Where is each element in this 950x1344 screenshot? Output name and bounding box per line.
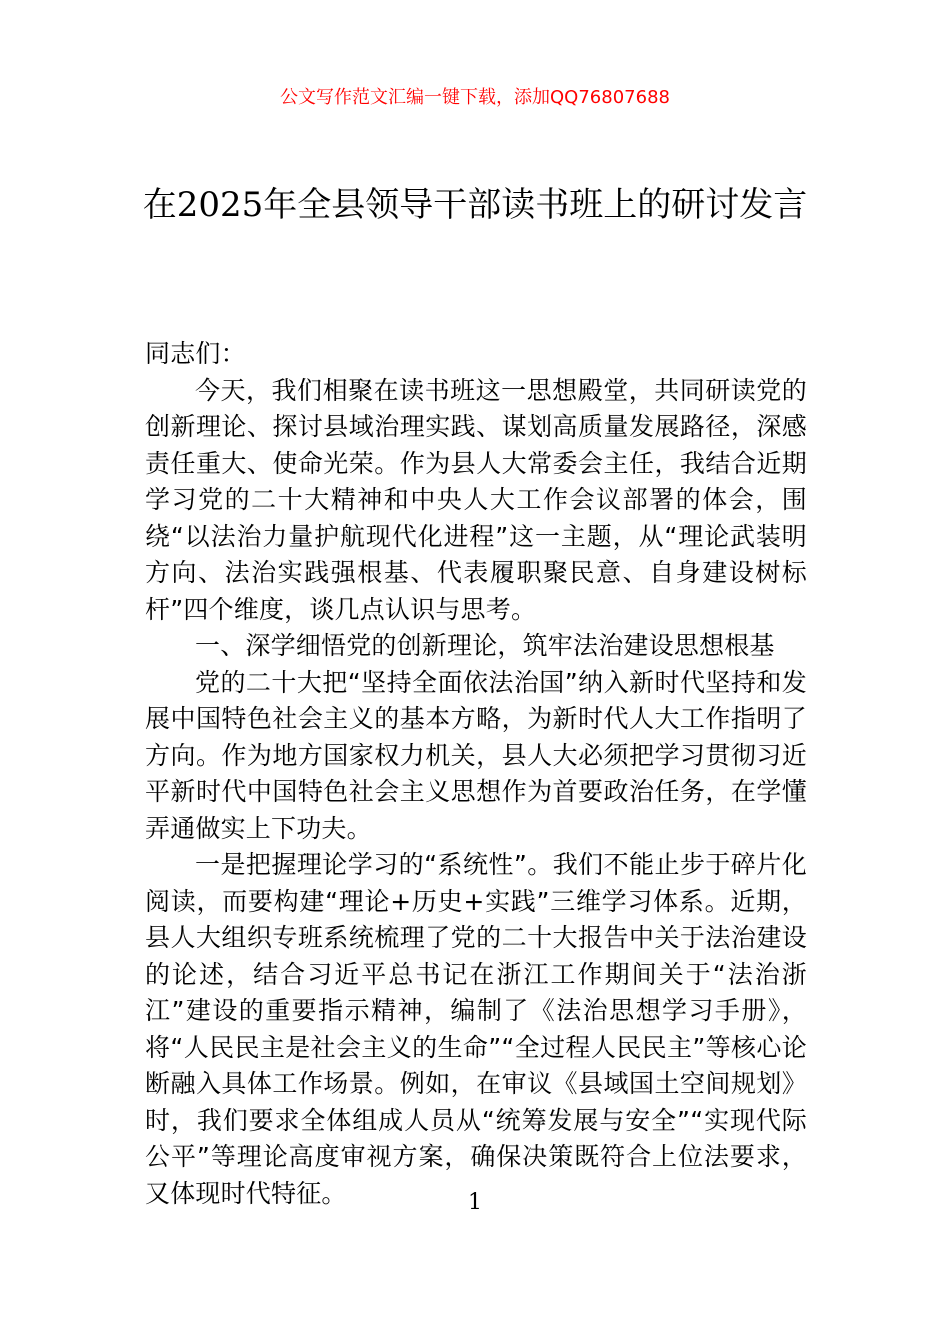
watermark-text: 公文写作范文汇编一键下载，添加QQ76807688 xyxy=(280,87,670,108)
paragraph-intro: 今天，我们相聚在读书班这一思想殿堂，共同研读党的创新理论、探讨县域治理实践、谋划高质量发展路径，深感责任重大、使命光荣。作为县人大常委会主任，我结合近期学习党的二十大精神和中央人大工作会议部署的体会，围绕“以法治力量护航现代化进程”这一主题，从“理论武装明方向、法治实践强根基、代表履职聚民意、自身建设树标杆”四个维度，谈几点认识与思考。 xyxy=(145,375,807,624)
document-body xyxy=(145,336,807,1212)
paragraph-section-intro: 党的二十大把“坚持全面依法治国”纳入新时代坚持和发展中国特色社会主义的基本方略，为新时代人大工作指明了方向。作为地方国家权力机关，县人大必须把学习贯彻习近平新时代中国特色社会主义思想作为首要政治任务，在学懂弄通做实上下功夫。 xyxy=(145,667,807,843)
document-title: 在2025年全县领导干部读书班上的研讨发言 xyxy=(142,185,808,225)
salutation: 同志们： xyxy=(145,339,246,368)
paragraph-point-one: 一是把握理论学习的“系统性”。我们不能止步于碎片化阅读，而要构建“理论+历史+实践”三维学习体系。近期，县人大组织专班系统梳理了党的二十大报告中关于法治建设的论述，结合习近平总书记在浙江工作期间关于“法治浙江”建设的重要指示精神，编制了《法治思想学习手册》，将“人民民主是社会主义的生命”“全过程人民民主”等核心论断融入具体工作场景。例如，在审议《县域国土空间规划》时，我们要求全体组成人员从“统筹发展与安全”“实现代际公平”等理论高度审视方案，确保决策既符合上位法要求，又体现时代特征。 xyxy=(145,850,807,1208)
section-heading: 一、深学细悟党的创新理论，筑牢法治建设思想根基 xyxy=(195,631,775,660)
page-number: 1 xyxy=(468,1190,482,1215)
